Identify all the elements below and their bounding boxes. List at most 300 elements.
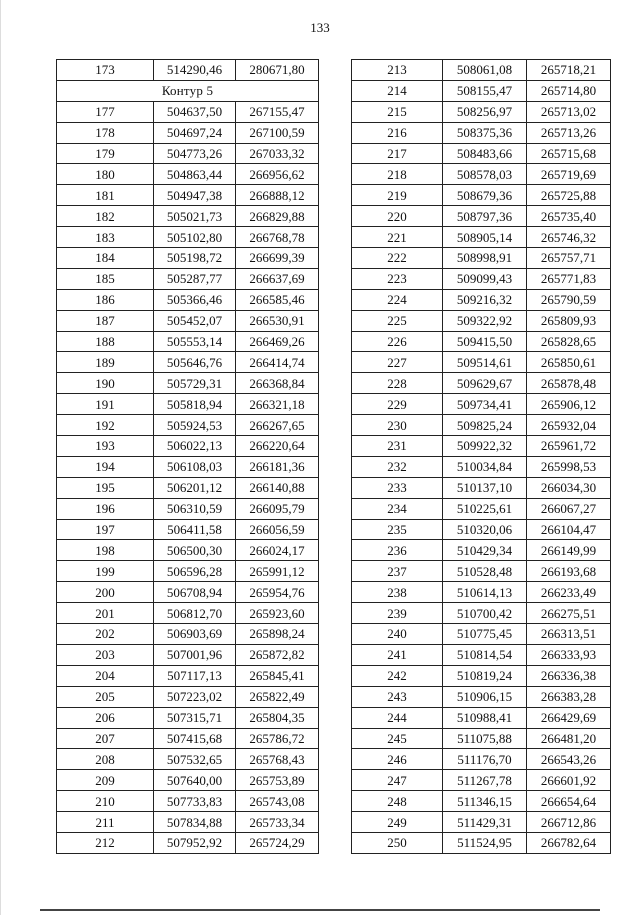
point-number-cell: 202: [57, 624, 154, 645]
x-coordinate-cell: 508797,36: [443, 206, 527, 227]
table-row: [352, 456, 611, 477]
point-number-cell: 236: [352, 540, 443, 561]
y-coordinate-cell: 266782,64: [527, 832, 611, 853]
table-row: [57, 394, 319, 415]
point-number-cell: 224: [352, 289, 443, 310]
x-coordinate-cell: 510906,15: [443, 686, 527, 707]
y-coordinate-cell: 265733,34: [236, 812, 319, 833]
x-coordinate-cell: 511075,88: [443, 728, 527, 749]
y-coordinate-cell: 266530,91: [236, 310, 319, 331]
table-row: [352, 206, 611, 227]
y-coordinate-cell: 265872,82: [236, 644, 319, 665]
x-coordinate-cell: 506596,28: [154, 561, 236, 582]
point-number-cell: 234: [352, 498, 443, 519]
point-number-cell: 211: [57, 812, 154, 833]
y-coordinate-cell: 266024,17: [236, 540, 319, 561]
table-row: [352, 352, 611, 373]
x-coordinate-cell: 504863,44: [154, 164, 236, 185]
y-coordinate-cell: 265714,80: [527, 80, 611, 101]
x-coordinate-cell: 505287,77: [154, 268, 236, 289]
table-row: [57, 164, 319, 185]
y-coordinate-cell: 265828,65: [527, 331, 611, 352]
y-coordinate-cell: 265822,49: [236, 686, 319, 707]
table-row: [57, 248, 319, 269]
x-coordinate-cell: 508375,36: [443, 122, 527, 143]
point-number-cell: 216: [352, 122, 443, 143]
y-coordinate-cell: 267100,59: [236, 122, 319, 143]
y-coordinate-cell: 266056,59: [236, 519, 319, 540]
y-coordinate-cell: 266067,27: [527, 498, 611, 519]
y-coordinate-cell: 266313,51: [527, 624, 611, 645]
x-coordinate-cell: 506708,94: [154, 582, 236, 603]
table-row: [57, 686, 319, 707]
x-coordinate-cell: 510320,06: [443, 519, 527, 540]
x-coordinate-cell: 510775,45: [443, 624, 527, 645]
section-header-row: [57, 80, 319, 101]
point-number-cell: 208: [57, 749, 154, 770]
point-number-cell: 222: [352, 248, 443, 269]
point-number-cell: 231: [352, 436, 443, 457]
y-coordinate-cell: 266104,47: [527, 519, 611, 540]
table-row: [352, 791, 611, 812]
x-coordinate-cell: 504637,50: [154, 101, 236, 122]
point-number-cell: 227: [352, 352, 443, 373]
point-number-cell: 245: [352, 728, 443, 749]
table-row: [352, 289, 611, 310]
x-coordinate-cell: 511524,95: [443, 832, 527, 853]
x-coordinate-cell: 505818,94: [154, 394, 236, 415]
y-coordinate-cell: 266469,26: [236, 331, 319, 352]
table-row: [57, 624, 319, 645]
y-coordinate-cell: 266233,49: [527, 582, 611, 603]
x-coordinate-cell: 507640,00: [154, 770, 236, 791]
y-coordinate-cell: 265771,83: [527, 268, 611, 289]
table-row: [352, 60, 611, 81]
table-row: [57, 185, 319, 206]
point-number-cell: 194: [57, 456, 154, 477]
point-number-cell: 182: [57, 206, 154, 227]
table-row: [57, 498, 319, 519]
y-coordinate-cell: 265724,29: [236, 832, 319, 853]
y-coordinate-cell: 266140,88: [236, 477, 319, 498]
point-number-cell: 195: [57, 477, 154, 498]
y-coordinate-cell: 265991,12: [236, 561, 319, 582]
page-number: 133: [310, 20, 330, 35]
x-coordinate-cell: 508905,14: [443, 227, 527, 248]
x-coordinate-cell: 509415,50: [443, 331, 527, 352]
y-coordinate-cell: 266321,18: [236, 394, 319, 415]
point-number-cell: 238: [352, 582, 443, 603]
point-number-cell: 249: [352, 812, 443, 833]
x-coordinate-cell: 506201,12: [154, 477, 236, 498]
x-coordinate-cell: 508679,36: [443, 185, 527, 206]
x-coordinate-cell: 505646,76: [154, 352, 236, 373]
table-row: [57, 812, 319, 833]
table-row: [352, 310, 611, 331]
point-number-cell: 235: [352, 519, 443, 540]
point-number-cell: 181: [57, 185, 154, 206]
table-row: [352, 540, 611, 561]
y-coordinate-cell: 265906,12: [527, 394, 611, 415]
bottom-rule-line: [40, 909, 600, 911]
x-coordinate-cell: 505924,53: [154, 415, 236, 436]
table-row: [352, 832, 611, 853]
table-row: [352, 624, 611, 645]
x-coordinate-cell: 509734,41: [443, 394, 527, 415]
point-number-cell: 187: [57, 310, 154, 331]
point-number-cell: 219: [352, 185, 443, 206]
table-row: [57, 373, 319, 394]
table-row: [352, 80, 611, 101]
x-coordinate-cell: 511176,70: [443, 749, 527, 770]
table-row: [57, 728, 319, 749]
point-number-cell: 220: [352, 206, 443, 227]
point-number-cell: 186: [57, 289, 154, 310]
table-row: [352, 101, 611, 122]
table-row: [57, 456, 319, 477]
table-row: [57, 122, 319, 143]
y-coordinate-cell: 266712,86: [527, 812, 611, 833]
point-number-cell: 230: [352, 415, 443, 436]
y-coordinate-cell: 266601,92: [527, 770, 611, 791]
y-coordinate-cell: 266768,78: [236, 227, 319, 248]
point-number-cell: 200: [57, 582, 154, 603]
table-row: [352, 373, 611, 394]
point-number-cell: 191: [57, 394, 154, 415]
y-coordinate-cell: 266149,99: [527, 540, 611, 561]
y-coordinate-cell: 265954,76: [236, 582, 319, 603]
point-number-cell: 229: [352, 394, 443, 415]
point-number-cell: 217: [352, 143, 443, 164]
table-row: [57, 143, 319, 164]
table-row: [352, 812, 611, 833]
point-number-cell: 212: [57, 832, 154, 853]
y-coordinate-cell: 265768,43: [236, 749, 319, 770]
y-coordinate-cell: 266543,26: [527, 749, 611, 770]
point-number-cell: 192: [57, 415, 154, 436]
table-row: [352, 143, 611, 164]
y-coordinate-cell: 265757,71: [527, 248, 611, 269]
y-coordinate-cell: 265809,93: [527, 310, 611, 331]
point-number-cell: 197: [57, 519, 154, 540]
y-coordinate-cell: 265713,26: [527, 122, 611, 143]
y-coordinate-cell: 265790,59: [527, 289, 611, 310]
point-number-cell: 193: [57, 436, 154, 457]
point-number-cell: 178: [57, 122, 154, 143]
point-number-cell: 179: [57, 143, 154, 164]
x-coordinate-cell: 508998,91: [443, 248, 527, 269]
y-coordinate-cell: 265961,72: [527, 436, 611, 457]
contour-header: Контур 5: [57, 80, 319, 101]
y-coordinate-cell: 267155,47: [236, 101, 319, 122]
x-coordinate-cell: 509216,32: [443, 289, 527, 310]
x-coordinate-cell: 511429,31: [443, 812, 527, 833]
point-number-cell: 173: [57, 60, 154, 81]
y-coordinate-cell: 266414,74: [236, 352, 319, 373]
right-table-body: [352, 60, 611, 854]
left-coordinates-table: [56, 59, 319, 854]
point-number-cell: 218: [352, 164, 443, 185]
table-row: [352, 707, 611, 728]
point-number-cell: 189: [57, 352, 154, 373]
point-number-cell: 225: [352, 310, 443, 331]
table-row: [352, 582, 611, 603]
x-coordinate-cell: 506108,03: [154, 456, 236, 477]
x-coordinate-cell: 514290,46: [154, 60, 236, 81]
y-coordinate-cell: 265998,53: [527, 456, 611, 477]
table-row: [57, 331, 319, 352]
x-coordinate-cell: 511346,15: [443, 791, 527, 812]
point-number-cell: 188: [57, 331, 154, 352]
x-coordinate-cell: 509322,92: [443, 310, 527, 331]
table-row: [57, 477, 319, 498]
table-row: [352, 728, 611, 749]
table-row: [57, 101, 319, 122]
y-coordinate-cell: 265718,21: [527, 60, 611, 81]
point-number-cell: 196: [57, 498, 154, 519]
table-row: [57, 415, 319, 436]
x-coordinate-cell: 510137,10: [443, 477, 527, 498]
x-coordinate-cell: 509514,61: [443, 352, 527, 373]
table-row: [352, 749, 611, 770]
point-number-cell: 199: [57, 561, 154, 582]
table-row: [57, 206, 319, 227]
y-coordinate-cell: 265898,24: [236, 624, 319, 645]
point-number-cell: 228: [352, 373, 443, 394]
left-table-body: [57, 60, 319, 854]
y-coordinate-cell: 266333,93: [527, 644, 611, 665]
x-coordinate-cell: 509922,32: [443, 436, 527, 457]
point-number-cell: 240: [352, 624, 443, 645]
point-number-cell: 190: [57, 373, 154, 394]
table-row: [57, 644, 319, 665]
table-row: [57, 707, 319, 728]
x-coordinate-cell: 507834,88: [154, 812, 236, 833]
point-number-cell: 223: [352, 268, 443, 289]
x-coordinate-cell: 510528,48: [443, 561, 527, 582]
scan-edge-line: [0, 0, 1, 915]
table-row: [352, 644, 611, 665]
point-number-cell: 241: [352, 644, 443, 665]
x-coordinate-cell: 506500,30: [154, 540, 236, 561]
point-number-cell: 221: [352, 227, 443, 248]
y-coordinate-cell: 265923,60: [236, 603, 319, 624]
point-number-cell: 184: [57, 248, 154, 269]
point-number-cell: 215: [352, 101, 443, 122]
x-coordinate-cell: 510429,34: [443, 540, 527, 561]
table-row: [57, 60, 319, 81]
x-coordinate-cell: 508578,03: [443, 164, 527, 185]
point-number-cell: 246: [352, 749, 443, 770]
x-coordinate-cell: 506903,69: [154, 624, 236, 645]
x-coordinate-cell: 510988,41: [443, 707, 527, 728]
table-row: [352, 268, 611, 289]
point-number-cell: 201: [57, 603, 154, 624]
table-row: [352, 248, 611, 269]
y-coordinate-cell: 266220,64: [236, 436, 319, 457]
y-coordinate-cell: 265850,61: [527, 352, 611, 373]
x-coordinate-cell: 505021,73: [154, 206, 236, 227]
table-row: [352, 477, 611, 498]
table-row: [57, 519, 319, 540]
table-row: [57, 436, 319, 457]
x-coordinate-cell: 506310,59: [154, 498, 236, 519]
table-row: [352, 227, 611, 248]
table-row: [57, 540, 319, 561]
y-coordinate-cell: 265735,40: [527, 206, 611, 227]
point-number-cell: 213: [352, 60, 443, 81]
x-coordinate-cell: 504773,26: [154, 143, 236, 164]
point-number-cell: 203: [57, 644, 154, 665]
y-coordinate-cell: 266383,28: [527, 686, 611, 707]
y-coordinate-cell: 265743,08: [236, 791, 319, 812]
point-number-cell: 239: [352, 603, 443, 624]
point-number-cell: 209: [57, 770, 154, 791]
table-row: [57, 832, 319, 853]
table-row: [57, 227, 319, 248]
y-coordinate-cell: 265746,32: [527, 227, 611, 248]
x-coordinate-cell: 505366,46: [154, 289, 236, 310]
y-coordinate-cell: 266481,20: [527, 728, 611, 749]
y-coordinate-cell: 266095,79: [236, 498, 319, 519]
x-coordinate-cell: 511267,78: [443, 770, 527, 791]
y-coordinate-cell: 266956,62: [236, 164, 319, 185]
x-coordinate-cell: 508483,66: [443, 143, 527, 164]
point-number-cell: 183: [57, 227, 154, 248]
x-coordinate-cell: 506411,58: [154, 519, 236, 540]
y-coordinate-cell: 266193,68: [527, 561, 611, 582]
table-row: [57, 310, 319, 331]
point-number-cell: 206: [57, 707, 154, 728]
y-coordinate-cell: 265719,69: [527, 164, 611, 185]
y-coordinate-cell: 266429,69: [527, 707, 611, 728]
table-row: [57, 603, 319, 624]
point-number-cell: 180: [57, 164, 154, 185]
x-coordinate-cell: 507117,13: [154, 665, 236, 686]
point-number-cell: 233: [352, 477, 443, 498]
point-number-cell: 177: [57, 101, 154, 122]
y-coordinate-cell: 267033,32: [236, 143, 319, 164]
y-coordinate-cell: 266699,39: [236, 248, 319, 269]
x-coordinate-cell: 510819,24: [443, 665, 527, 686]
point-number-cell: 207: [57, 728, 154, 749]
y-coordinate-cell: 266829,88: [236, 206, 319, 227]
table-row: [57, 665, 319, 686]
x-coordinate-cell: 507001,96: [154, 644, 236, 665]
x-coordinate-cell: 507952,92: [154, 832, 236, 853]
table-row: [57, 289, 319, 310]
table-row: [352, 394, 611, 415]
y-coordinate-cell: 265713,02: [527, 101, 611, 122]
table-row: [352, 665, 611, 686]
y-coordinate-cell: 265715,68: [527, 143, 611, 164]
x-coordinate-cell: 510034,84: [443, 456, 527, 477]
table-row: [57, 561, 319, 582]
x-coordinate-cell: 507223,02: [154, 686, 236, 707]
x-coordinate-cell: 509099,43: [443, 268, 527, 289]
table-row: [352, 436, 611, 457]
y-coordinate-cell: 266336,38: [527, 665, 611, 686]
table-row: [57, 352, 319, 373]
x-coordinate-cell: 504947,38: [154, 185, 236, 206]
table-row: [352, 519, 611, 540]
point-number-cell: 210: [57, 791, 154, 812]
x-coordinate-cell: 505452,07: [154, 310, 236, 331]
table-row: [57, 770, 319, 791]
x-coordinate-cell: 504697,24: [154, 122, 236, 143]
x-coordinate-cell: 507532,65: [154, 749, 236, 770]
right-coordinates-table: [351, 59, 611, 854]
x-coordinate-cell: 505102,80: [154, 227, 236, 248]
x-coordinate-cell: 507415,68: [154, 728, 236, 749]
point-number-cell: 226: [352, 331, 443, 352]
y-coordinate-cell: 265845,41: [236, 665, 319, 686]
point-number-cell: 247: [352, 770, 443, 791]
point-number-cell: 243: [352, 686, 443, 707]
y-coordinate-cell: 280671,80: [236, 60, 319, 81]
x-coordinate-cell: 510614,13: [443, 582, 527, 603]
y-coordinate-cell: 266637,69: [236, 268, 319, 289]
table-row: [352, 686, 611, 707]
table-row: [352, 122, 611, 143]
x-coordinate-cell: 506022,13: [154, 436, 236, 457]
x-coordinate-cell: 508256,97: [443, 101, 527, 122]
table-row: [57, 582, 319, 603]
y-coordinate-cell: 265932,04: [527, 415, 611, 436]
table-row: [352, 185, 611, 206]
point-number-cell: 232: [352, 456, 443, 477]
point-number-cell: 248: [352, 791, 443, 812]
point-number-cell: 214: [352, 80, 443, 101]
point-number-cell: 237: [352, 561, 443, 582]
y-coordinate-cell: 265725,88: [527, 185, 611, 206]
x-coordinate-cell: 508155,47: [443, 80, 527, 101]
x-coordinate-cell: 508061,08: [443, 60, 527, 81]
y-coordinate-cell: 266181,36: [236, 456, 319, 477]
y-coordinate-cell: 265804,35: [236, 707, 319, 728]
y-coordinate-cell: 266034,30: [527, 477, 611, 498]
x-coordinate-cell: 507733,83: [154, 791, 236, 812]
x-coordinate-cell: 509825,24: [443, 415, 527, 436]
point-number-cell: 205: [57, 686, 154, 707]
table-row: [57, 749, 319, 770]
x-coordinate-cell: 510814,54: [443, 644, 527, 665]
point-number-cell: 250: [352, 832, 443, 853]
table-row: [57, 791, 319, 812]
point-number-cell: 185: [57, 268, 154, 289]
x-coordinate-cell: 505198,72: [154, 248, 236, 269]
y-coordinate-cell: 265786,72: [236, 728, 319, 749]
table-row: [352, 164, 611, 185]
y-coordinate-cell: 265753,89: [236, 770, 319, 791]
x-coordinate-cell: 510225,61: [443, 498, 527, 519]
y-coordinate-cell: 266888,12: [236, 185, 319, 206]
y-coordinate-cell: 265878,48: [527, 373, 611, 394]
y-coordinate-cell: 266368,84: [236, 373, 319, 394]
x-coordinate-cell: 509629,67: [443, 373, 527, 394]
point-number-cell: 244: [352, 707, 443, 728]
y-coordinate-cell: 266654,64: [527, 791, 611, 812]
x-coordinate-cell: 505553,14: [154, 331, 236, 352]
x-coordinate-cell: 506812,70: [154, 603, 236, 624]
y-coordinate-cell: 266267,65: [236, 415, 319, 436]
point-number-cell: 242: [352, 665, 443, 686]
table-row: [352, 561, 611, 582]
x-coordinate-cell: 510700,42: [443, 603, 527, 624]
x-coordinate-cell: 505729,31: [154, 373, 236, 394]
table-row: [352, 603, 611, 624]
table-row: [352, 331, 611, 352]
